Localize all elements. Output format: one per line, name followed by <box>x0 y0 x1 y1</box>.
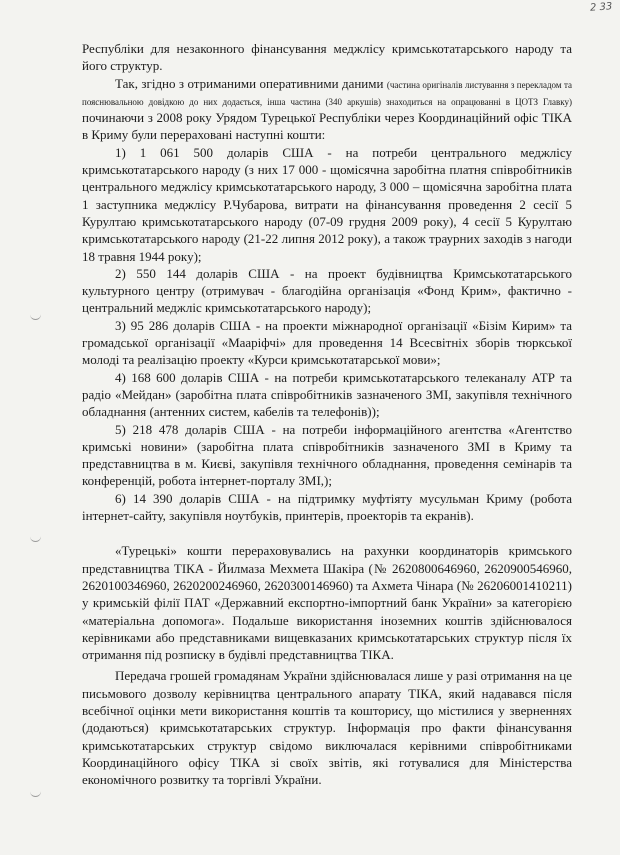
paragraph-transfer-rules: Передача грошей громадянам України здійснювалася лише у разі отримання на це письмового дозволу керівництва центрального апарату ТІКА, який надавався після всебічної оцінки мети використання коштів та кошторису, що містилися у зверненнях (додаються) кримськотатарських структур. Інформація про факти фінансування кримськотатарських структур свідомо виключалася керівними співробітниками Координаційного офісу ТІКА зі своїх звітів, які готувалися для Міністерства економічного розвитку та торгівлі України. <box>82 668 572 788</box>
page-number: 2 33 <box>589 1 613 14</box>
paragraph-operational-data <box>82 75 572 144</box>
punch-hole-mark <box>30 790 41 797</box>
list-item-1: 1) 1 061 500 доларів США - на потреби центрального меджлісу кримськотатарського народу (з них 17 000 - щомісячна заробітна платня співробітників центрального меджлісу кримськотатарського народу, 3 000 – щомісячна заробітна плата 1 заступника меджлісу Р.Чубарова, витрати на фінансування проведення 2 сесії 5 Курултаю кримськотатарського народу (07-09 грудня 2009 року), 4 сесії 5 Курултаю кримськотатарського народу (21-22 липня 2012 року), а також траурних заходів з нагоди 18 травня 1944 року); <box>82 144 572 264</box>
paragraph-continuation: починаючи з 2008 року Урядом Турецької Республіки через Координаційний офіс ТІКА в Криму були перераховані наступні кошти: <box>82 110 572 143</box>
punch-hole-mark <box>30 313 41 320</box>
punch-hole-mark <box>30 535 41 542</box>
footnote-remark: (частина оригіналів листування з перекладом та пояснювальною довідкою до них додається, інша частина (340 аркушів) знаходиться на опрацюванні в ЦОТЗ Главку) <box>82 79 573 107</box>
list-item-3: 3) 95 286 доларів США - на проекти міжнародної організації «Бізім Кирим» та громадської організації «Маарiфчi» для проведення 14 Всесвітніх зборів тюркської молоді та реалізацію проекту «Курси кримськотатарської мови»; <box>82 317 572 368</box>
list-item-6: 6) 14 390 доларів США - на підтримку муфтіяту мусульман Криму (робота інтернет-сайту, закупівля ноутбуків, принтерів, проекторів та екранів). <box>82 490 572 524</box>
list-item-5: 5) 218 478 доларів США - на потреби інформаційного агентства «Агентство кримські новини» (заробітна плата співробітників зазначеного ЗМІ в Криму та представництва в м. Києві, закупівля технічного обладнання, проведення семінарів та конференцій, робота інтернет-порталу ЗМІ,); <box>82 421 572 489</box>
paragraph-intro: Республіки для незаконного фінансування меджлісу кримськотатарського народу та його структур. <box>82 41 572 74</box>
list-item-4: 4) 168 600 доларів США - на потреби кримськотатарського телеканалу АТР та радіо «Мейдан» (заробітна плата співробітників зазначеного ЗМІ, закупівля технічного обладнання (антенних систем, кабелів та телефонів)); <box>82 369 572 420</box>
document-body <box>82 40 572 788</box>
paragraph-lead: Так, згідно з отриманими оперативними даними <box>115 75 384 91</box>
paragraph-bank-accounts: «Турецькі» кошти перераховувались на рахунки координаторів кримського представництва ТІКА - Йилмаза Мехмета Шакіра (№ 2620800646960, 2620900546960, 2620100346960, 2620200246960, 2620300146960) та Ахмета Чінара (№ 26206001410211) у кримській філії ПАТ «Державний експортно-імпортний банк України» за категорією «матеріальна допомога». Подальше використання іноземних коштів здійснювалося керівниками або представниками вищевказаних кримськотатарських структур після їх отримання під розписку в будівлі представництва ТІКА. <box>82 543 572 663</box>
list-item-2: 2) 550 144 доларів США - на проект будівництва Кримськотатарського культурного центру (отримувач - благодійна організація «Фонд Крим», фактично - центральний меджліс кримськотатарського народу); <box>82 265 572 316</box>
